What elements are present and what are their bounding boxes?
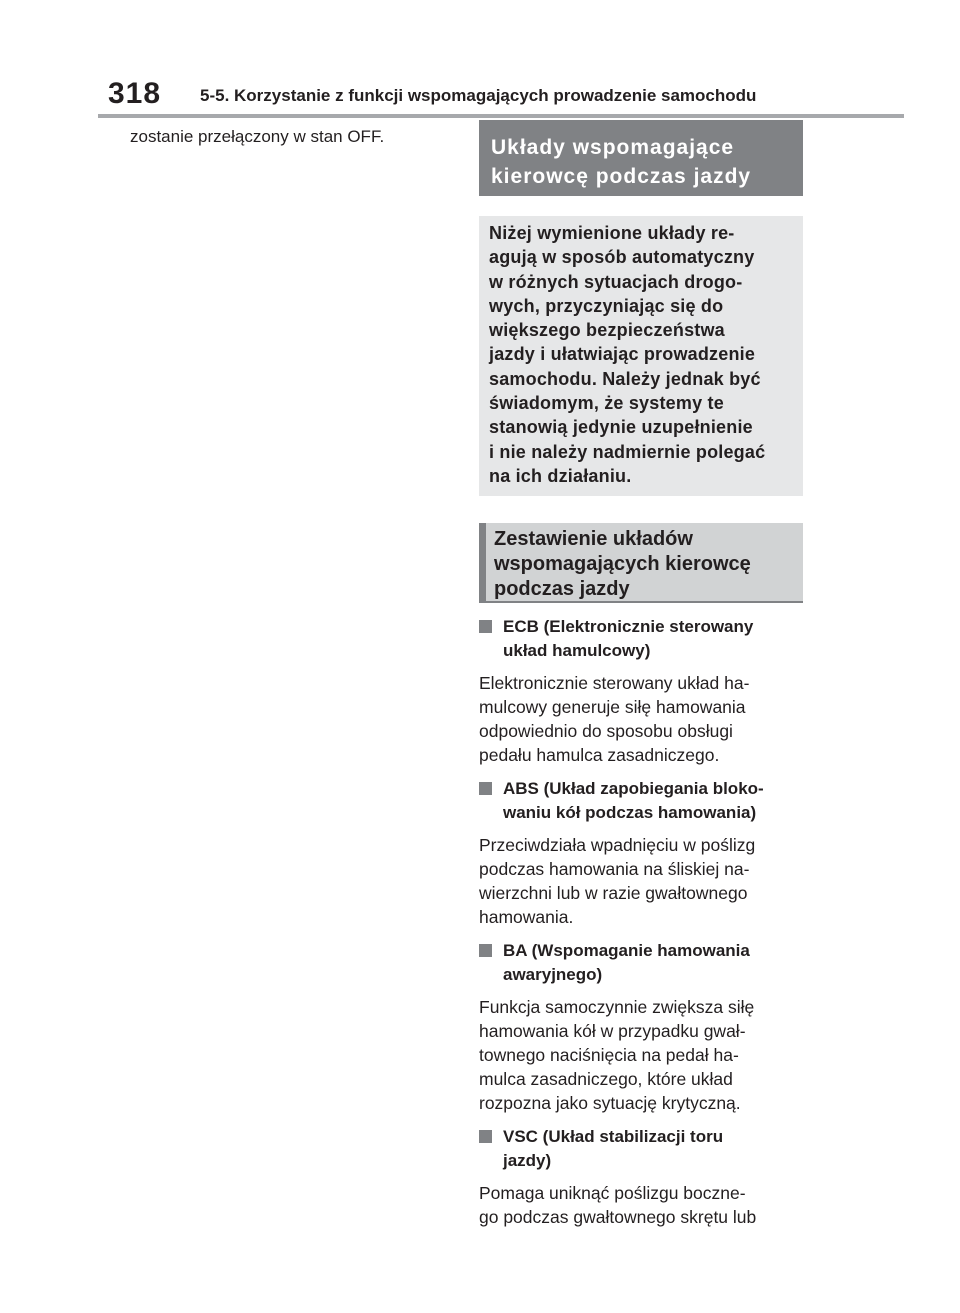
item-title-line: układ hamulcowy) — [503, 641, 651, 660]
heading-line: kierowcę podczas jazdy — [491, 165, 752, 188]
intro-line: stanowią jedynie uzupełnienie — [489, 417, 753, 438]
item-title-line: ECB (Elektronicznie sterowany — [503, 617, 754, 636]
item-body-line: mulcowy generuje siłę hamowania — [479, 697, 746, 717]
intro-box — [479, 216, 803, 496]
list-item-ba — [479, 939, 803, 1115]
square-bullet-icon — [479, 1130, 492, 1143]
item-title-line: waniu kół podczas hamowania) — [503, 803, 757, 822]
item-title — [479, 777, 803, 825]
page-header — [98, 76, 904, 120]
item-body-line: Elektronicznie sterowany układ ha- — [479, 673, 750, 693]
square-bullet-icon — [479, 782, 492, 795]
intro-line: większego bezpieczeństwa — [489, 320, 725, 341]
item-body-line: rozpozna jako sytuację krytyczną. — [479, 1093, 741, 1113]
item-body-line: Przeciwdziała wpadnięciu w poślizg — [479, 835, 756, 855]
chapter-heading — [479, 120, 803, 196]
item-title-line: VSC (Układ stabilizacji toru — [503, 1127, 724, 1146]
item-body-line: pedału hamulca zasadniczego. — [479, 745, 720, 765]
item-title — [479, 939, 803, 987]
list-item-abs — [479, 777, 803, 929]
item-body — [479, 671, 803, 767]
square-bullet-icon — [479, 620, 492, 633]
item-title-line: BA (Wspomaganie hamowania — [503, 941, 750, 960]
item-body-line: odpowiednio do sposobu obsługi — [479, 721, 733, 741]
item-body-line: hamowania kół w przypadku gwał- — [479, 1021, 746, 1041]
item-body — [479, 1181, 803, 1229]
intro-line: świadomym, że systemy te — [489, 393, 724, 414]
section-title: 5-5. Korzystanie z funkcji wspomagających prowadzenie samochodu — [200, 86, 757, 105]
continued-text: zostanie przełączony w stan OFF. — [130, 127, 385, 146]
item-title-line: awaryjnego) — [503, 965, 603, 984]
item-body-line: wierzchni lub w razie gwałtownego — [479, 883, 748, 903]
item-body — [479, 833, 803, 929]
item-body-line: Pomaga uniknąć poślizgu boczne- — [479, 1183, 746, 1203]
intro-line: wych, przyczyniając się do — [489, 295, 724, 316]
page-number: 318 — [108, 77, 162, 110]
item-body-line: podczas hamowania na śliskiej na- — [479, 859, 750, 879]
intro-line: agują w sposób automatyczny — [489, 247, 755, 268]
subheading-line: podczas jazdy — [494, 578, 630, 600]
intro-line: jazdy i ułatwiając prowadzenie — [489, 344, 756, 365]
item-title — [479, 615, 803, 663]
item-title — [479, 1125, 803, 1173]
right-column — [479, 120, 803, 1229]
item-body-line: mulca zasadniczego, które układ — [479, 1069, 733, 1089]
square-bullet-icon — [479, 944, 492, 957]
item-body-line: go podczas gwałtownego skrętu lub — [479, 1207, 757, 1227]
item-body-line: hamowania. — [479, 907, 574, 927]
heading-line: Układy wspomagające — [491, 136, 735, 159]
item-body-line: Funkcja samoczynnie zwiększa siłę — [479, 997, 755, 1017]
intro-line: w różnych sytuacjach drogo- — [489, 271, 743, 292]
subheading-line: Zestawienie układów — [494, 528, 693, 550]
section-subheading — [479, 523, 803, 603]
intro-line: samochodu. Należy jednak być — [489, 368, 761, 389]
subheading-line: wspomagających kierowcę — [494, 553, 751, 575]
intro-line: Niżej wymienione układy re- — [489, 223, 735, 243]
header-divider — [98, 114, 904, 118]
left-column — [130, 126, 450, 148]
list-item-ecb — [479, 615, 803, 767]
intro-line: i nie należy nadmiernie polegać — [489, 441, 766, 462]
item-title-line: jazdy) — [503, 1151, 552, 1170]
list-item-vsc — [479, 1125, 803, 1229]
intro-line: na ich działaniu. — [489, 465, 632, 486]
item-title-line: ABS (Układ zapobiegania bloko- — [503, 779, 764, 798]
item-body — [479, 995, 803, 1115]
item-body-line: townego naciśnięcia na pedał ha- — [479, 1045, 739, 1065]
